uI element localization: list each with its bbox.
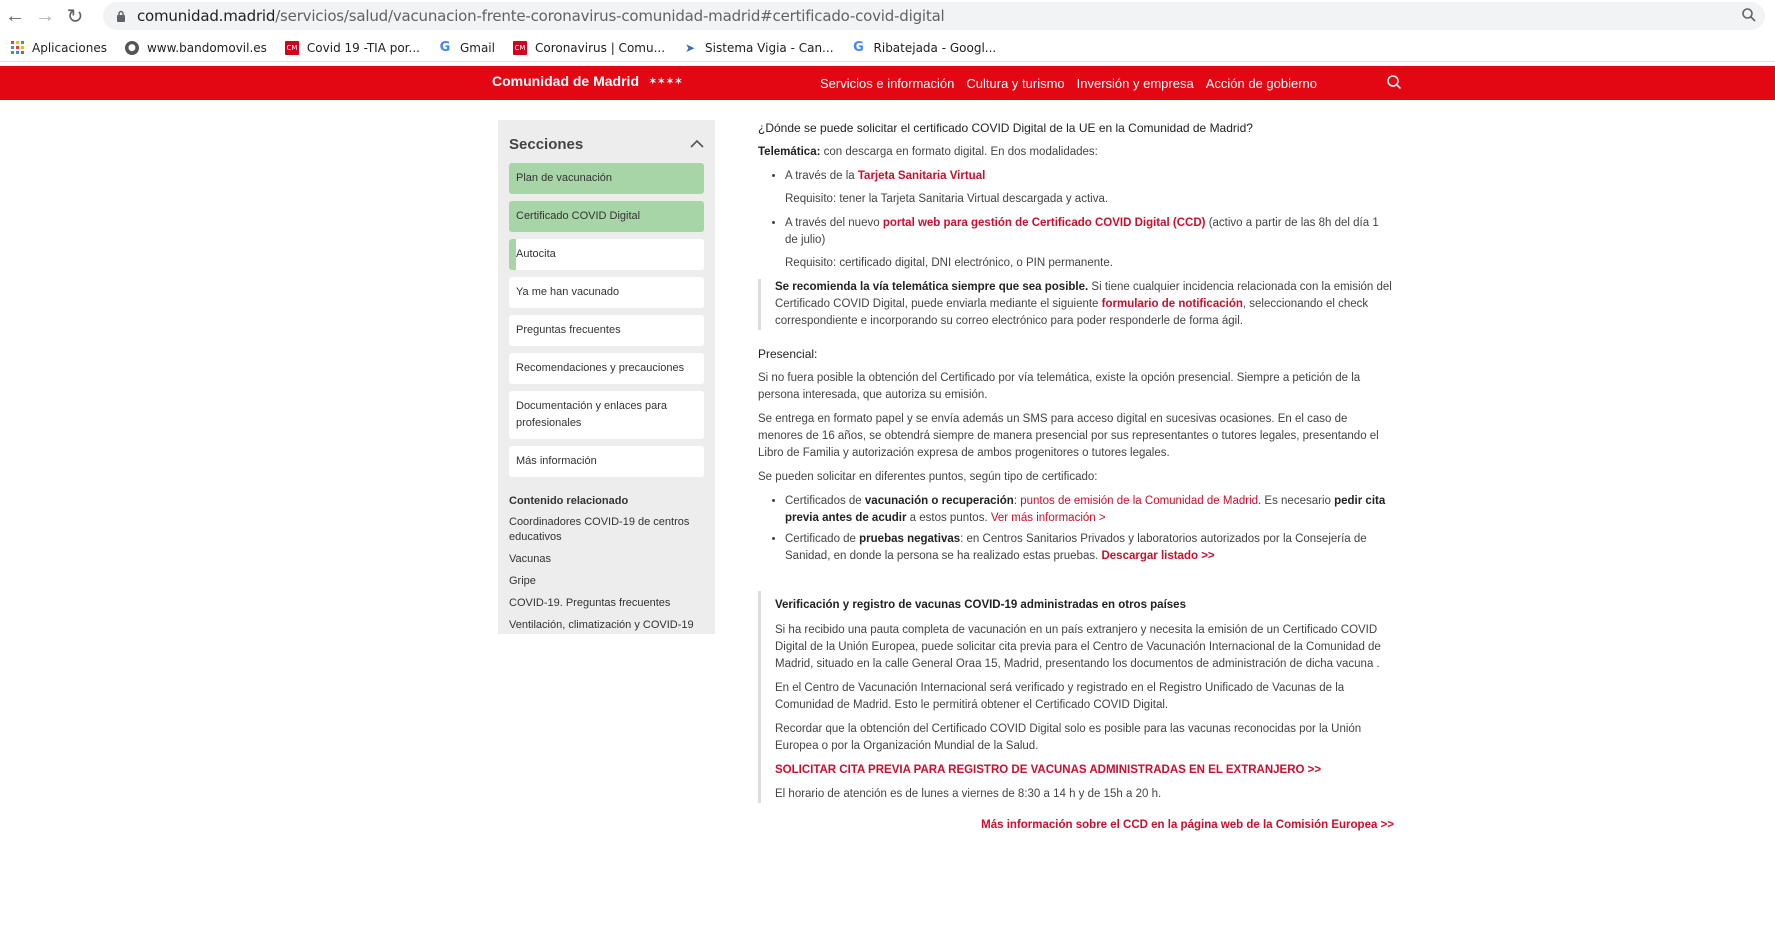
bookmarks-bar [0,34,1775,62]
related-link[interactable]: Ventilación, climatización y COVID-19 [509,619,694,631]
bullet-bold: pedir cita previa antes de acudir [785,495,1386,524]
recommendation-text: Si tiene cualquier incidencia relacionada con la emisión del Certificado COVID Digital, puede enviarla mediante el siguiente [775,281,1392,310]
bookmark-sistema-vigia[interactable] [683,41,833,55]
final-link-wrap [758,817,1394,834]
bullet-text: Certificado de [785,533,860,545]
verification-box [758,591,1394,803]
related-link[interactable]: Coordinadores COVID-19 de centros educativos [509,516,690,543]
horario-text: El horario de atención es de lunes a viernes de 8:30 a 14 h y de 15h a 20 h. [775,788,1162,800]
sidebar-item-autocita[interactable]: Autocita [509,239,704,270]
sidebar-item-ya-vacunado[interactable]: Ya me han vacunado [509,277,704,308]
main-content [758,120,1394,841]
apps-icon [10,41,24,55]
nav-servicios[interactable]: Servicios e información [820,76,955,91]
comision-europea-link[interactable]: Más información sobre el CCD en la página web de la Comisión Europea >> [981,819,1394,831]
sv-icon: ➤ [685,40,696,55]
telematica-list [785,168,1394,185]
telematica-label: Telemática: [758,146,821,158]
puntos-emision-link[interactable]: puntos de emisión de la Comunidad de Madrid [1020,495,1259,507]
tarjeta-sanitaria-link[interactable] [858,170,985,182]
bookmark-label: Sistema Vigia - Can... [705,40,834,55]
requisito-text: Requisito: certificado digital, DNI electrónico, o PIN permanente. [785,257,1113,269]
bookmark-label: Aplicaciones [32,40,107,55]
bookmark-covid-tia[interactable] [285,41,420,55]
formulario-link[interactable] [1102,298,1243,310]
presencial-list [785,493,1394,565]
descargar-listado-link[interactable] [1101,550,1214,562]
link-text: Tarjeta Sanitaria Virtual [857,170,986,182]
bookmark-label: Coronavirus | Comu... [534,40,666,55]
bullet-text: A través de la [785,170,858,182]
sidebar [498,120,715,634]
chevron-up-icon[interactable] [690,136,704,153]
google-icon: G [853,40,864,55]
top-nav [820,76,1329,91]
url-path: /servicios/salud/vacunacion-frente-coronavirus-comunidad-madrid#certificado-covid-digital [275,7,945,25]
link-text: SOLICITAR CITA PREVIA PARA REGISTRO DE VACUNAS ADMINISTRADAS EN EL EXTRANJERO >> [775,764,1322,776]
browser-toolbar [0,0,1775,32]
recommendation-bold: Se recomienda la vía telemática siempre que sea posible. [775,281,1089,293]
bookmark-ribatejada[interactable] [852,41,997,55]
bullet-text: Certificados de [785,495,865,507]
lock-icon[interactable] [115,9,127,23]
verification-p1: Si ha recibido una pauta completa de vacunación en un país extranjero y necesita la emisión de un Certificado COVID Digital de la Unión Europea, puede solicitar cita previa para el Centro de Vacunación Internacional de la Comunidad de Madrid, situado en la calle General Oraa 15, Madrid, presentando los documentos de administración de dicha vacuna . [775,624,1381,670]
sidebar-item-certificado[interactable]: Certificado COVID Digital [509,201,704,232]
globe-icon: ● [125,41,139,55]
related-title: Contenido relacionado [509,495,629,507]
presencial-p2: Se entrega en formato papel y se envía además un SMS para acceso digital en sucesivas ocasiones. En el caso de menores de 16 años, se obtendrá siempre de manera presencial por sus representantes o tutores legales, presentando el Libro de Familia y autorización expresa de ambos progenitores o tutores legales. [758,413,1379,459]
google-icon: G [439,40,451,55]
sidebar-item-documentacion[interactable]: Documentación y enlaces para profesionales [509,391,704,439]
reload-icon[interactable]: ↻ [66,5,84,28]
url-text[interactable] [137,7,945,25]
recommendation-text: , seleccionando el check correspondiente e incorporando su correo electrónico para poder responderle de forma ágil. [775,298,1369,327]
bullet-text: a estos puntos. [906,512,991,524]
recommendation-box [758,279,1394,330]
sidebar-title: Secciones [509,136,584,153]
telematica-intro [758,144,1394,161]
verification-p3: Recordar que la obtención del Certificado COVID Digital solo es posible para las vacunas reconocidas por la Unión Europea o por la Organización Mundial de la Salud. [775,723,1362,752]
zoom-icon[interactable] [1741,7,1759,25]
bookmark-bandomovil[interactable] [125,41,267,55]
logo-text: Comunidad de Madrid [492,73,639,89]
bullet-text: . Es necesario [1258,495,1335,507]
bookmark-label: Ribatejada - Googl... [873,40,997,55]
sidebar-item-mas-info[interactable]: Más información [509,446,704,477]
presencial-p1: Si no fuera posible la obtención del Certificado por vía telemática, existe la opción presencial. Siempre a petición de la persona interesada, que autoriza su emisión. [758,372,1361,401]
bullet-bold: pruebas negativas [859,533,961,545]
telematica-list-2 [785,215,1394,249]
verification-title: Verificación y registro de vacunas COVID-19 administradas en otros países [775,599,1186,611]
page-heading: ¿Dónde se puede solicitar el certificado COVID Digital de la UE en la Comunidad de Madrid? [758,121,1253,135]
sidebar-header[interactable] [509,136,704,153]
sidebar-item-plan[interactable]: Plan de vacunación [509,163,704,194]
list-item [785,215,1394,249]
ver-mas-link[interactable]: Ver más información > [990,512,1106,524]
portal-ccd-link[interactable] [883,217,1206,229]
verification-p2: En el Centro de Vacunación Internacional será verificado y registrado en el Registro Unificado de Vacunas de la Comunidad de Madrid. Esto le permitirá obtener el Certificado COVID Digital. [775,682,1345,711]
sidebar-item-preguntas[interactable]: Preguntas frecuentes [509,315,704,346]
forward-arrow-icon[interactable]: → [35,4,55,27]
verification-link-wrap [775,762,1394,779]
link-text: portal web para gestión de Certificado COVID Digital (CCD) [882,217,1206,229]
nav-inversion[interactable]: Inversión y empresa [1076,76,1194,91]
cm-icon: CM [285,41,299,55]
url-host: comunidad.madrid [137,7,276,25]
link-text: formulario de notificación [1101,298,1243,310]
bullet-text: A través del nuevo [785,217,883,229]
sidebar-item-recomendaciones[interactable]: Recomendaciones y precauciones [509,353,704,384]
presencial-label: Presencial: [758,347,818,361]
site-header [0,66,1775,100]
nav-cultura[interactable]: Cultura y turismo [966,76,1065,91]
list-item [785,531,1394,565]
link-text: Descargar listado >> [1101,550,1215,562]
bookmark-coronavirus[interactable] [513,41,665,55]
bullet-text: : [1013,495,1021,507]
bookmark-label: Gmail [459,40,495,55]
back-arrow-icon[interactable]: ← [5,4,25,27]
logo-stars: ✶✶✶✶ [649,75,684,86]
bookmark-apps[interactable] [10,41,107,55]
bullet-bold: vacunación o recuperación [864,495,1014,507]
nav-accion[interactable]: Acción de gobierno [1205,76,1318,91]
site-logo[interactable] [492,73,683,89]
requisito-text: Requisito: tener la Tarjeta Sanitaria Virtual descargada y activa. [785,193,1109,205]
related-link[interactable]: Vacunas [509,553,551,565]
list-item [785,168,1394,185]
address-bar[interactable] [103,2,1765,30]
bullet-text: (activo a partir de las 8h del día 1 de julio) [785,217,1379,246]
bookmark-label: Covid 19 -TIA por... [306,40,420,55]
solicitar-cita-link[interactable] [775,764,1321,776]
bookmark-label: www.bandomovil.es [146,40,267,55]
bookmark-gmail[interactable] [438,41,495,55]
list-item [785,493,1394,527]
cm-icon: CM [513,41,527,55]
telematica-text: con descarga en formato digital. En dos modalidades: [820,146,1098,158]
search-icon[interactable] [1386,74,1402,90]
related-link[interactable]: COVID-19. Preguntas frecuentes [509,597,671,609]
related-link[interactable]: Gripe [509,575,536,587]
presencial-p3: Se pueden solicitar en diferentes puntos, según tipo de certificado: [758,471,1098,483]
bullet-text: : en Centros Sanitarios Privados y laboratorios autorizados por la Consejería de Sanidad, en donde la persona se ha realizado estas pruebas. [785,533,1367,562]
